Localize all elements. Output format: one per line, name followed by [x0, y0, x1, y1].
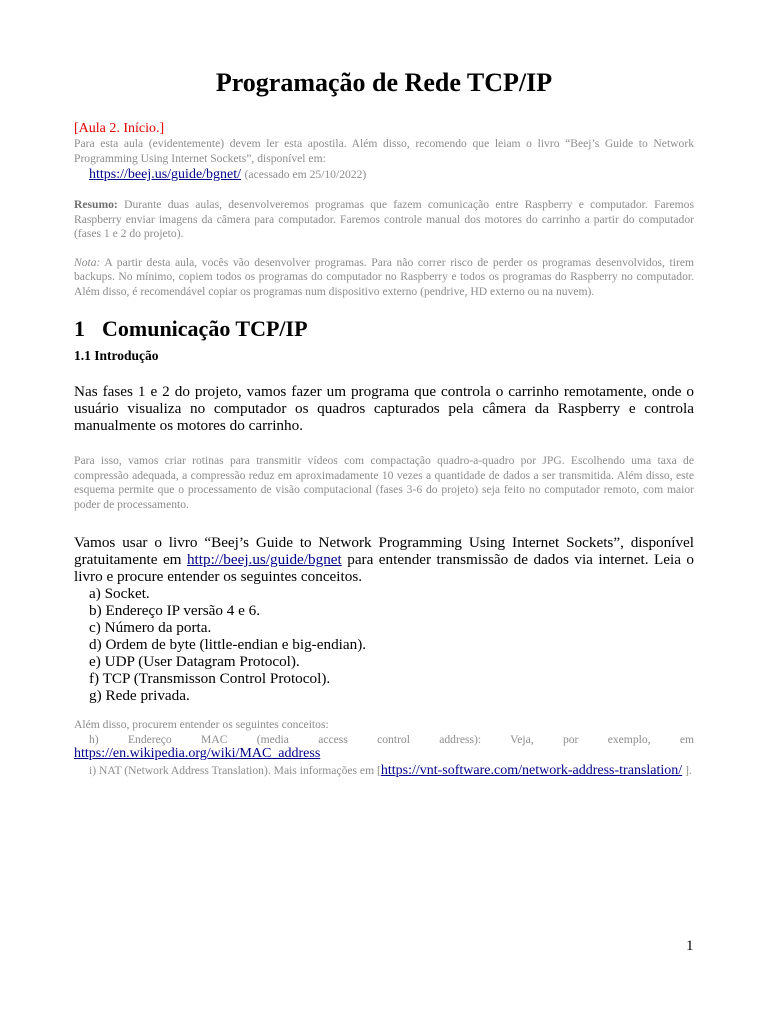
- nat-link[interactable]: https://vnt-software.com/network-address-translation/: [380, 762, 683, 778]
- bgnet-link[interactable]: http://beej.us/guide/bgnet: [186, 551, 342, 568]
- list-item: d) Ordem de byte (little-endian e big-endian).: [89, 636, 367, 653]
- intro-text: Para esta aula (evidentemente) devem ler esta apostila. Além disso, recomendo que leiam o livro “Beej’s Guide to Network Programming Using Internet Sockets”, disponível em:: [74, 137, 694, 165]
- nat-text: i) NAT (Network Address Translation). Mais informações em [: [89, 763, 381, 777]
- nota-paragraph: [74, 256, 694, 300]
- intro-paragraph-2: Para isso, vamos criar rotinas para transmitir vídeos com compactação quadro-a-quadro por JPG. Escolhendo uma taxa de compressão adequada, a compressão reduz em aproximadamente 10 vezes a quantidade de dados a ser transmitida. Além disso, este esquema permite que o processamento de visão computacional (fases 3-6 do projeto) seja feito no computador remoto, com maior poder de processamento.: [74, 454, 694, 511]
- intro-paragraph-1: Nas fases 1 e 2 do projeto, vamos fazer um programa que controla o carrinho remotamente, onde o usuário visualiza no computador os quadros capturados pela câmera da Raspberry e controla manualmente os motores do carrinho.: [74, 383, 694, 434]
- list-item: f) TCP (Transmisson Control Protocol).: [89, 670, 331, 687]
- para3-after: para entender transmissão de dados via internet. Leia o livro e procure entender os seguintes conceitos.: [74, 551, 694, 585]
- section-heading: [74, 315, 694, 343]
- subsection-number: 1.1: [74, 348, 91, 363]
- list-item: g) Rede privada.: [89, 687, 190, 704]
- subsection-title: Introdução: [94, 348, 159, 363]
- intro-link-line: [74, 166, 694, 184]
- page-number: 1: [686, 938, 694, 954]
- extra-concepts-intro: Além disso, procurem entender os seguintes conceitos:: [74, 718, 329, 731]
- intro-paragraph-3: [74, 534, 694, 585]
- nota-text: A partir desta aula, vocês vão desenvolver programas. Para não correr risco de perder os programas desenvolvidos, tirem backups. No mínimo, copiem todos os programas do computador no Raspberry e todos os programas do Raspberry no computador. Além disso, é recomendável copiar os programas num dispositivo externo (pendrive, HD externo ou na nuvem).: [74, 255, 695, 298]
- subsection-heading: [74, 347, 694, 365]
- aula-tag: [Aula 2. Início.]: [74, 121, 165, 136]
- para3-before: Vamos usar o livro “Beej’s Guide to Network Programming Using Internet Sockets”, disponível gratuitamente em: [74, 534, 694, 568]
- list-item: b) Endereço IP versão 4 e 6.: [89, 602, 261, 619]
- list-item: a) Socket.: [89, 585, 150, 602]
- extra-concept-h-link-line: [74, 747, 694, 762]
- extra-concept-i: [74, 764, 694, 779]
- resumo-text: Durante duas aulas, desenvolveremos programas que fazem comunicação entre Raspberry e computador. Faremos Raspberry enviar imagens da câmera para computador. Faremos controle manual dos motores do carrinho a partir do computador (fases 1 e 2 do projeto).: [74, 198, 694, 240]
- page-content: [74, 66, 694, 778]
- resumo-label: Resumo:: [74, 198, 118, 211]
- mac-address-link[interactable]: https://en.wikipedia.org/wiki/MAC_address: [74, 746, 321, 761]
- section-number: 1: [74, 316, 85, 341]
- nota-label: Nota:: [74, 255, 101, 269]
- resumo-paragraph: [74, 198, 694, 242]
- concepts-list: [74, 585, 694, 704]
- beej-guide-link[interactable]: https://beej.us/guide/bgnet/: [89, 167, 242, 182]
- list-item: e) UDP (User Datagram Protocol).: [89, 653, 300, 670]
- section-title: Comunicação TCP/IP: [102, 316, 308, 341]
- accessed-note: (acessado em 25/10/2022): [244, 168, 367, 181]
- list-item: c) Número da porta.: [89, 619, 212, 636]
- extra-concept-h: h) Endereço MAC (media access control address): Veja, por exemplo, em: [89, 732, 694, 746]
- nat-end: ].: [682, 763, 692, 777]
- document-title: Programação de Rede TCP/IP: [215, 68, 553, 97]
